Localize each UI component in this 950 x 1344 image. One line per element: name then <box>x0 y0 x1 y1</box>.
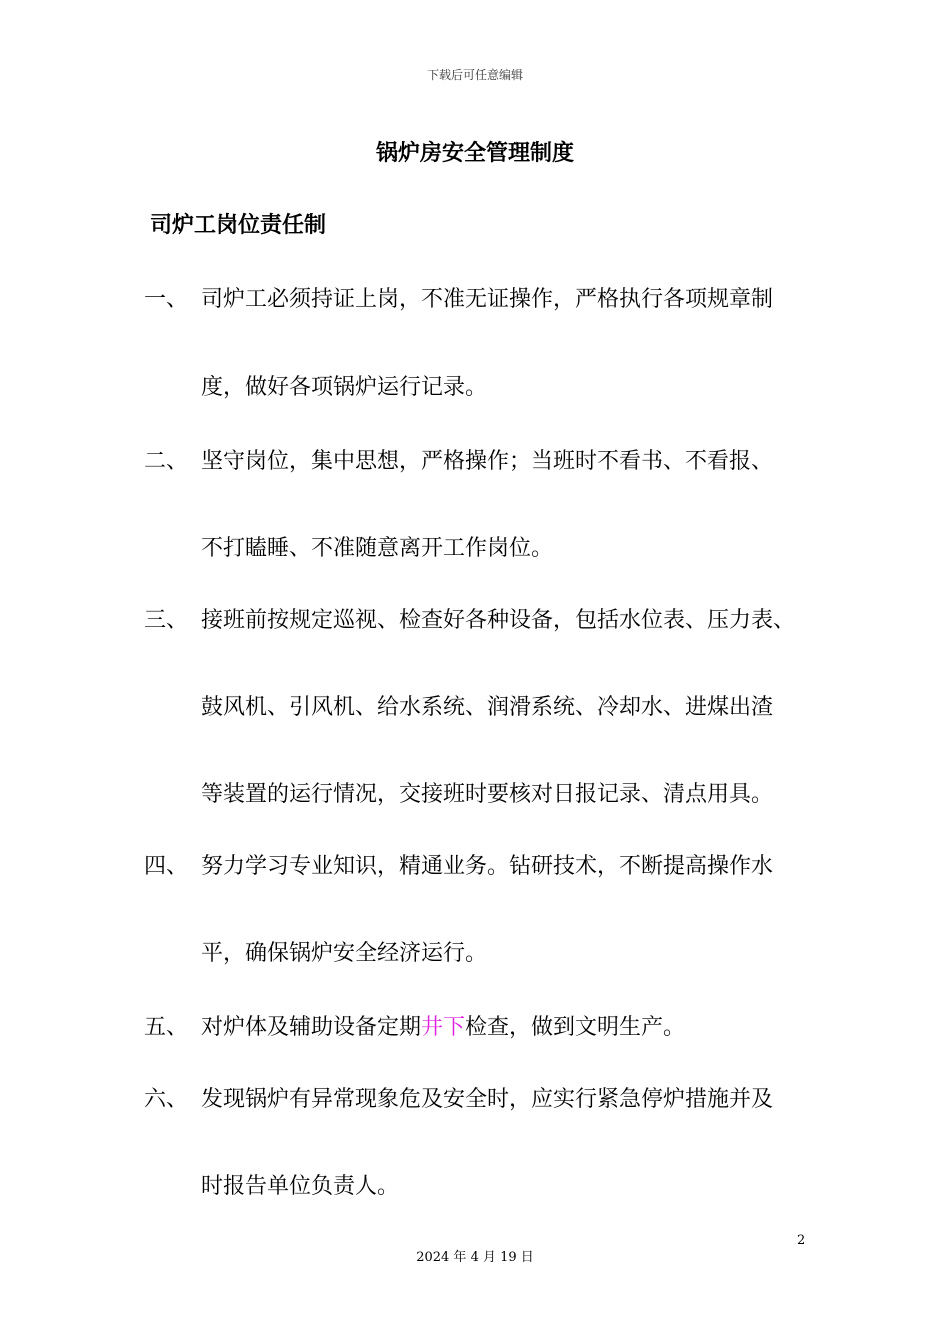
item-line: 鼓风机、引风机、给水系统、润滑系统、冷却水、进煤出渣 <box>201 695 774 720</box>
highlighted-text: 井下 <box>421 1015 466 1040</box>
item-number: 一、 <box>144 287 189 312</box>
item-line: 司炉工必须持证上岗，不准无证操作，严格执行各项规章制 <box>201 287 774 312</box>
item-number: 二、 <box>144 449 189 474</box>
item-line: 坚守岗位，集中思想，严格操作；当班时不看书、不看报、 <box>201 449 774 474</box>
item-line: 等装置的运行情况，交接班时要核对日报记录、清点用具。 <box>201 782 774 807</box>
item-line: 不打瞌睡、不准随意离开工作岗位。 <box>201 536 554 561</box>
item-line: 接班前按规定巡视、检查好各种设备，包括水位表、压力表、 <box>201 608 796 633</box>
item-line: 时报告单位负责人。 <box>201 1174 400 1199</box>
page-header-note: 下载后可任意编辑 <box>426 68 523 82</box>
item-number: 六、 <box>144 1087 189 1112</box>
footer-date: 2024 年 4 月 19 日 <box>416 1250 534 1265</box>
item-number: 三、 <box>144 608 189 633</box>
document-title: 锅炉房安全管理制度 <box>375 141 574 166</box>
section-title: 司炉工岗位责任制 <box>150 213 327 238</box>
item-text-before: 对炉体及辅助设备定期 <box>201 1015 422 1040</box>
item-line <box>201 1010 685 1041</box>
item-line: 努力学习专业知识，精通业务。钻研技术，不断提高操作水 <box>201 854 774 879</box>
item-text-after: 检查，做到文明生产。 <box>465 1015 686 1040</box>
page-number: 2 <box>797 1233 806 1248</box>
item-line: 发现锅炉有异常现象危及安全时，应实行紧急停炉措施并及 <box>201 1087 774 1112</box>
item-line: 平，确保锅炉安全经济运行。 <box>201 941 488 966</box>
item-number: 四、 <box>144 854 189 879</box>
item-line: 度，做好各项锅炉运行记录。 <box>201 375 488 400</box>
item-number: 五、 <box>144 1015 189 1040</box>
